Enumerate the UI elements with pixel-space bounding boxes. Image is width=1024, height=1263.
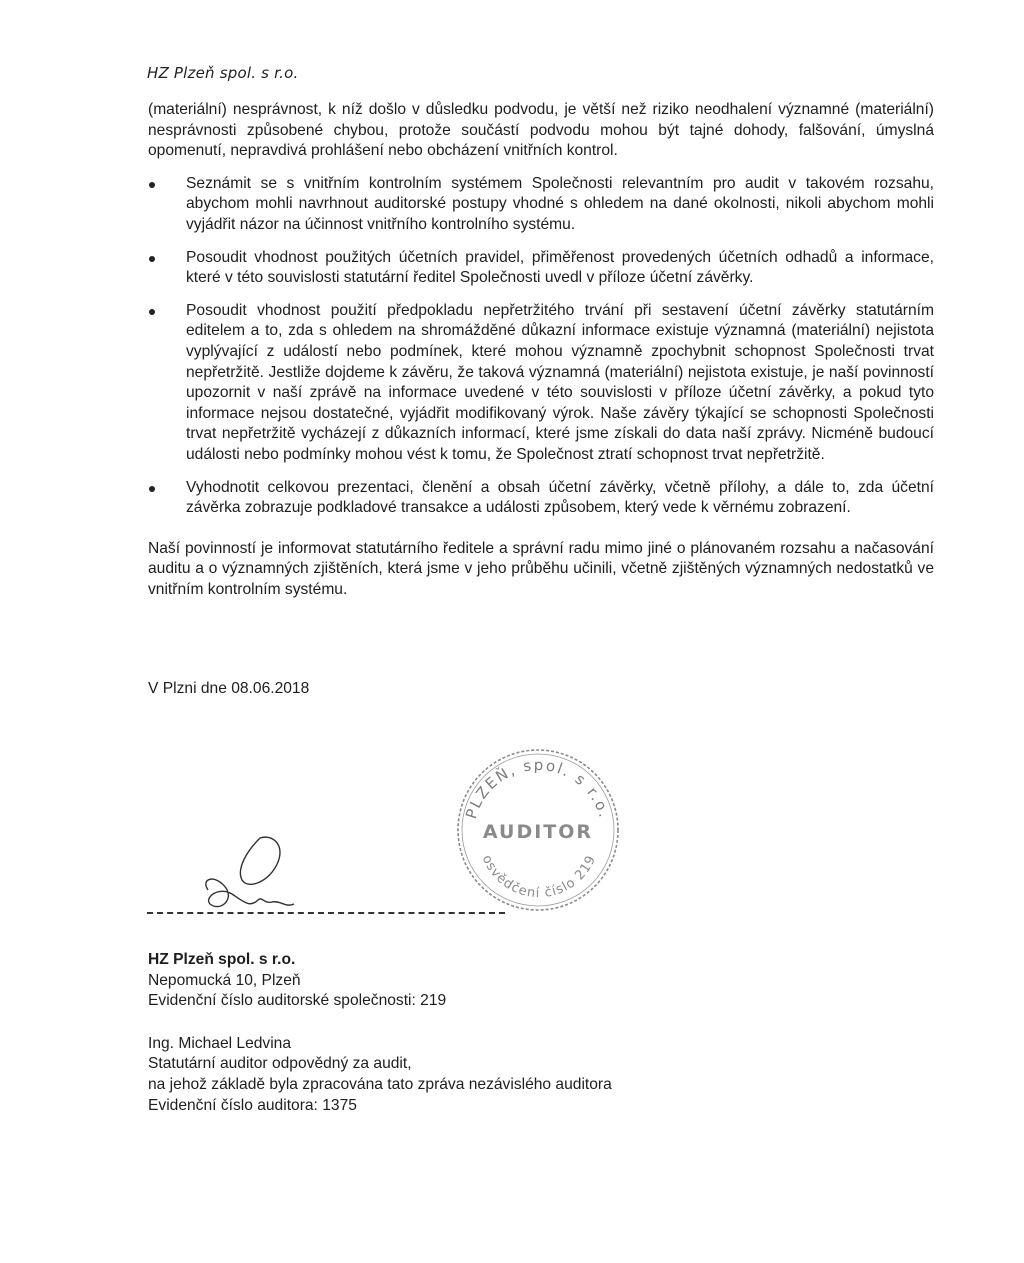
list-item (186, 174, 934, 236)
date-line: V Plzni dne 08.06.2018 (148, 680, 310, 697)
closing-paragraph: Naší povinností je informovat statutárního ředitele a správní radu mimo jiné o plánovaném rozsahu a načasování auditu a o významných zjištěních, která jsme v jeho průběhu učinili, včetně zjištěných významných nedostatků ve vnitřním kontrolním systému. (148, 539, 934, 598)
auditor-note: na jehož základě byla zpracována tato zpráva nezávislého auditora (148, 1075, 612, 1093)
svg-text:osvědčení číslo 219: osvědčení číslo 219 (478, 852, 600, 902)
report-body (148, 100, 934, 600)
auditor-reg: Evidenční číslo auditora: 1375 (148, 1096, 357, 1114)
list-item (186, 248, 934, 289)
list-item (186, 478, 934, 519)
intro-paragraph: (materiální) nesprávnost, k níž došlo v důsledku podvodu, je větší než riziko neodhalení významné (materiální) nesprávnosti způsobené chybou, protože součástí podvodu mohou být tajné dohody, falšování, úmyslná opomenutí, nepravdivá prohlášení nebo obcházení vnitřních kontrol. (148, 101, 934, 160)
procedure-list (148, 174, 934, 519)
svg-text:PLZEŇ, spol. s r.o.: PLZEŇ, spol. s r.o. (462, 755, 614, 822)
footer-company-reg: Evidenční číslo auditorské společnosti: 219 (148, 992, 447, 1010)
list-item-text: Seznámit se s vnitřním kontrolním systémem Společnosti relevantním pro audit v takovém rozsahu, abychom mohli navrhnout auditorské postupy vhodné s ohledem na dané okolnosti, nikoli abychom mohli vyjádřit názor na účinnost vnitřního kontrolního systému. (186, 174, 934, 233)
bullet-icon (149, 182, 155, 188)
list-item-text: Posoudit vhodnost použití předpokladu nepřetržitého trvání při sestavení účetní závěrky statutárním editelem a to, zda s ohledem na shromážděné důkazní informace existuje významná (materiální) nejistota vyplývající z událostí nebo podmínek, které mohou významně zpochybnit schopnost Společnosti trvat nepřetržitě. Jestliže dojdeme k závěru, že taková významná (materiální) nejistota existuje, je naší povinností upozornit v naší zprávě na informace uvedené v této souvislosti v příloze účetní závěrky, a pokud tyto informace nejsou dostatečné, vyjádřit modifikovaný výrok. Naše závěry týkající se schopnosti Společnosti trvat nepřetržitě vycházejí z důkazních informací, které jsme získali do data naší zprávy. Nicméně budoucí události nebo podmínky mohou vést k tomu, že Společnost ztratí schopnost trvat nepřetržitě. (186, 301, 934, 463)
signature-line (147, 912, 505, 914)
bullet-icon (149, 486, 155, 492)
auditor-stamp-icon (452, 744, 624, 916)
auditor-role: Statutární auditor odpovědný za audit, (148, 1055, 412, 1073)
footer-address: Nepomucká 10, Plzeň (148, 971, 301, 989)
svg-text:AUDITOR: AUDITOR (482, 821, 594, 843)
signature-icon (190, 828, 300, 918)
list-item (186, 301, 934, 466)
bullet-icon (149, 309, 155, 315)
bullet-icon (149, 256, 155, 262)
list-item-text: Vyhodnotit celkovou prezentaci, členění a obsah účetní závěrky, včetně přílohy, a dále to, zda účetní závěrka zobrazuje podkladové transakce a události způsobem, který vede k věrnému zobrazení. (186, 478, 934, 517)
signature-block (148, 950, 612, 1116)
page-header-company: HZ Plzeň spol. s r.o. (147, 64, 299, 82)
footer-company: HZ Plzeň spol. s r.o. (148, 951, 296, 968)
list-item-text: Posoudit vhodnost použitých účetních pravidel, přiměřenost provedených účetních odhadů a informace, které v této souvislosti statutární ředitel Společnosti uvedl v příloze účetní závěrky. (186, 248, 934, 287)
auditor-name: Ing. Michael Ledvina (148, 1034, 292, 1052)
